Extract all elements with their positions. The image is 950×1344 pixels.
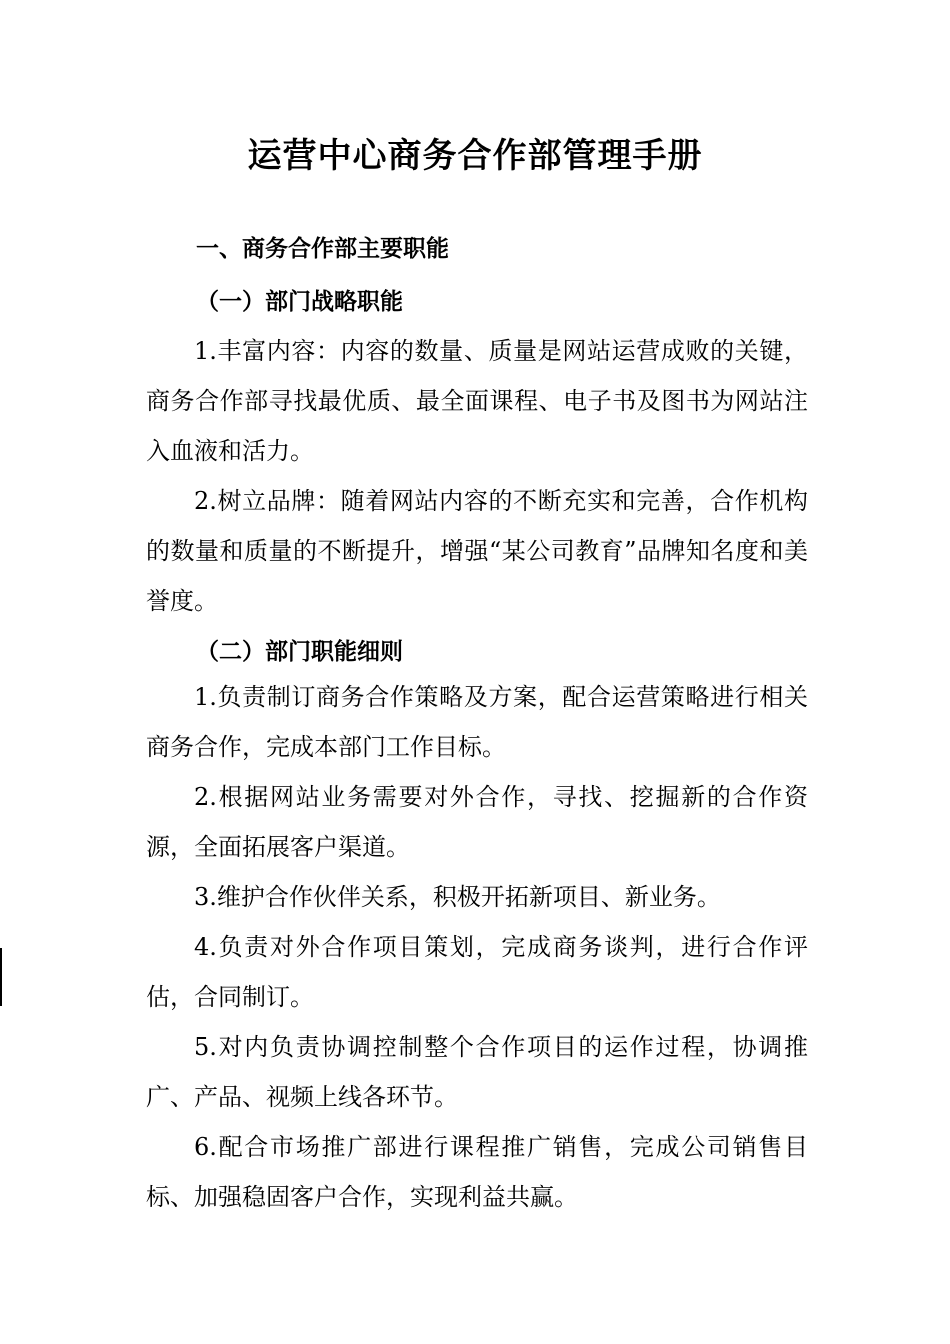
detail-item-3: 3.维护合作伙伴关系，积极开拓新项目、新业务。 <box>194 883 721 911</box>
strategic-item-1: 1.丰富内容：内容的数量、质量是网站运营成败的关键，商务合作部寻找最优质、最全面课程、电子书及图书为网站注入血液和活力。 <box>146 337 808 465</box>
detail-item-6: 6.配合市场推广部进行课程推广销售，完成公司销售目标、加强稳固客户合作，实现利益共赢。 <box>146 1133 808 1211</box>
subsection-heading-strategic: （一）部门战略职能 <box>196 289 403 315</box>
detail-item-4: 4.负责对外合作项目策划，完成商务谈判，进行合作评估，合同制订。 <box>146 933 808 1011</box>
detail-item-2: 2.根据网站业务需要对外合作，寻找、挖掘新的合作资源，全面拓展客户渠道。 <box>146 783 808 861</box>
document-title: 运营中心商务合作部管理手册 <box>247 136 703 176</box>
section-heading-main-functions: 一、商务合作部主要职能 <box>196 236 449 262</box>
subsection-heading-details: （二）部门职能细则 <box>196 639 403 665</box>
detail-item-5: 5.对内负责协调控制整个合作项目的运作过程，协调推广、产品、视频上线各环节。 <box>146 1033 808 1111</box>
detail-item-1: 1.负责制订商务合作策略及方案，配合运营策略进行相关商务合作，完成本部门工作目标。 <box>146 683 808 761</box>
strategic-item-2: 2.树立品牌：随着网站内容的不断充实和完善，合作机构的数量和质量的不断提升，增强“某公司教育”品牌知名度和美誉度。 <box>146 487 808 615</box>
margin-line-mark <box>0 948 2 1006</box>
